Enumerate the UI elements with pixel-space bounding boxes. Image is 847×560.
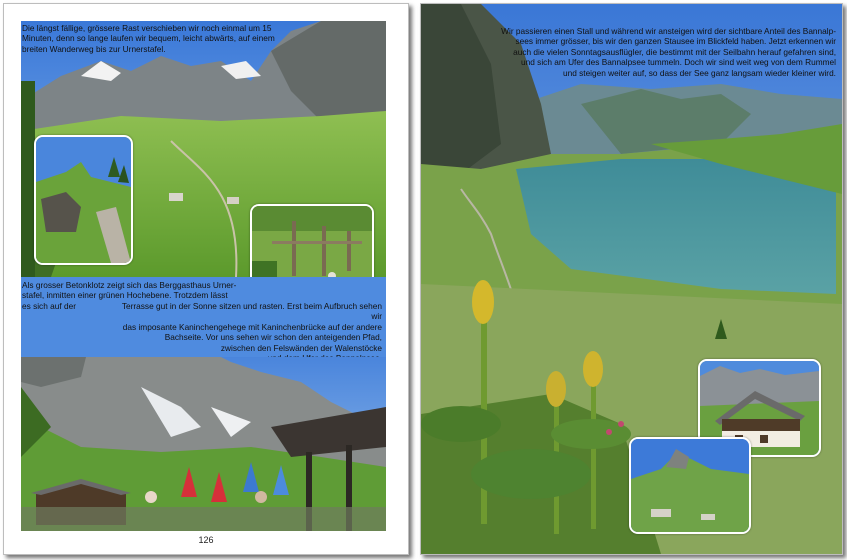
right-top-paragraph — [441, 26, 836, 78]
left-middle-paragraph-end — [112, 301, 382, 363]
inset-rock-path-photo — [34, 135, 133, 265]
inset-peak-photo — [629, 437, 751, 534]
text-line: das imposante Kaninchengehege mit Kaninchenbrücke auf der andere — [122, 321, 382, 332]
text-line: Als grosser Betonklotz zeigt sich das Berggasthaus Urner- — [22, 280, 237, 290]
text-line: stafel, inmitten einer grünen Hochebene. Trotzdem lässt — [22, 290, 228, 301]
left-page — [3, 3, 409, 555]
left-top-paragraph — [22, 23, 312, 54]
text-line: Die längst fällige, grössere Rast verschieben wir noch einmal um 15 — [22, 23, 272, 33]
text-line: breiten Wanderweg bis zur Urnerstafel. — [22, 43, 166, 54]
text-line: es sich auf der — [22, 300, 76, 311]
page-number: 126 — [198, 535, 214, 545]
text-line: Bachseite. Vor uns sehen wir schon den anteigenden Pfad, — [164, 332, 382, 343]
text-line: Terrasse gut in der Sonne sitzen und rasten. Erst beim Aufbruch sehen wir — [121, 301, 382, 322]
text-line: Minuten, denn so lange laufen wir bequem, leicht abwärts, auf einem — [22, 33, 275, 44]
text-line: und steigen weiter auf, so dass der See ganz langsam wieder kleiner wird. — [562, 67, 836, 78]
text-line: auch die vielen Sonntagsausflügler, die bestimmt mit der Seilbahn herauf gefahren sind, — [513, 46, 836, 57]
text-line: zwischen den Felswänden der Walenstöcke — [220, 342, 382, 353]
text-line: sees immer grösser, bis wir den ganzen Stausee im Blickfeld haben. Jetzt erkennen wir — [515, 36, 836, 47]
right-page — [420, 3, 843, 555]
text-line: und sich am Ufer des Bannalpsee tummeln. Doch wir sind weit weg von dem Rummel — [521, 57, 836, 68]
mountain-terrace-photo — [21, 357, 386, 531]
text-line: Wir passieren einen Stall und während wir ansteigen wird der sichtbare Anteil des Bannalp- — [501, 26, 836, 36]
